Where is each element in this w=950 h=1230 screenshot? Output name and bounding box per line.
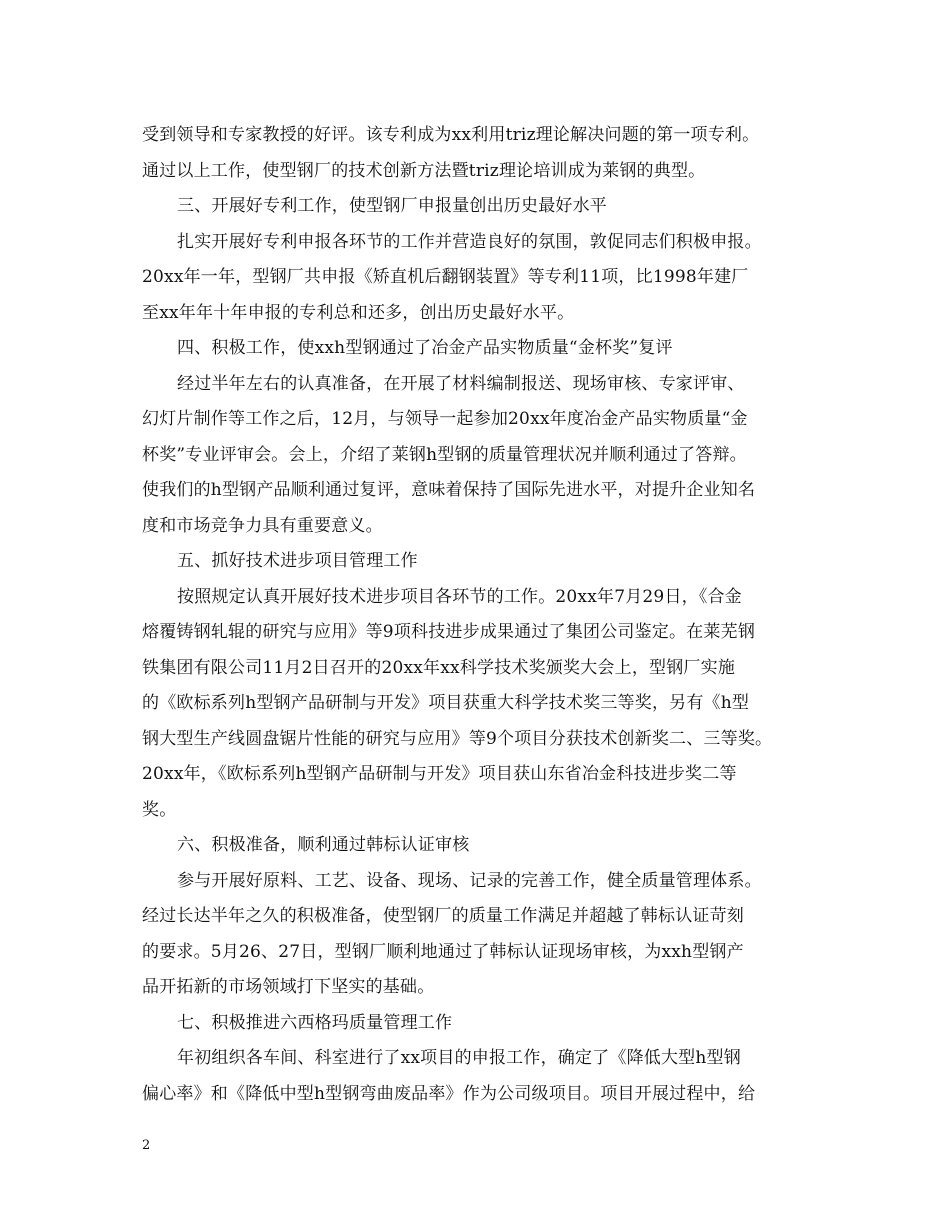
text-line: 七、积极推进六西格玛质量管理工作	[177, 1012, 453, 1033]
text-line: 的《欧标系列h型钢产品研制与开发》项目获重大科学技术奖三等奖，另有《h型	[142, 693, 750, 713]
text-line: 幻灯片制作等工作之后，12月，与领导一起参加20xx年度冶金产品实物质量“金	[142, 409, 748, 429]
text-line: 按照规定认真开展好技术进步项目各环节的工作。20xx年7月29日，《合金	[177, 586, 742, 607]
text-line: 三、开展好专利工作，使型钢厂申报量创出历史最好水平	[177, 196, 607, 216]
page-number: 2	[142, 1138, 151, 1153]
text-line: 度和市场竞争力具有重要意义。	[142, 515, 383, 536]
text-line: 杯奖”专业评审会。会上，介绍了莱钢h型钢的质量管理状况并顺利通过了答辩。	[142, 444, 747, 465]
text-line: 年初组织各车间、科室进行了xx项目的申报工作，确定了《降低大型h型钢	[177, 1048, 741, 1068]
text-line: 奖。	[142, 799, 177, 820]
text-line: 至xx年年十年申报的专利总和还多，创出历史最好水平。	[142, 302, 575, 323]
text-line: 品开拓新的市场领域打下坚实的基础。	[142, 977, 435, 997]
text-line: 铁集团有限公司11月2日召开的20xx年xx科学技术奖颁奖大会上，型钢厂实施	[142, 657, 736, 678]
text-line: 偏心率》和《降低中型h型钢弯曲废品率》作为公司级项目。项目开展过程中，给	[142, 1083, 756, 1104]
text-line: 熔覆铸钢轧辊的研究与应用》等9项科技进步成果通过了集团公司鉴定。在莱芜钢	[142, 622, 756, 642]
text-line: 扎实开展好专利申报各环节的工作并营造良好的氛围，敦促同志们积极申报。	[177, 231, 762, 252]
text-line: 受到领导和专家教授的好评。该专利成为xx利用triz理论解决问题的第一项专利。	[142, 125, 760, 145]
document-body	[142, 118, 822, 1112]
text-line: 参与开展好原料、工艺、设备、现场、记录的完善工作，健全质量管理体系。	[177, 870, 762, 891]
text-line: 20xx年，《欧标系列h型钢产品研制与开发》项目获山东省冶金科技进步奖二等	[142, 764, 737, 784]
text-line: 四、积极工作，使xxh型钢通过了冶金产品实物质量“金杯奖”复评	[177, 338, 673, 358]
text-line: 通过以上工作，使型钢厂的技术创新方法暨triz理论培训成为莱钢的典型。	[142, 160, 706, 181]
text-line: 经过长达半年之久的积极准备，使型钢厂的质量工作满足并超越了韩标认证苛刻	[142, 906, 744, 926]
text-line: 六、积极准备，顺利通过韩标认证审核	[177, 835, 470, 855]
text-line: 经过半年左右的认真准备，在开展了材料编制报送、现场审核、专家评审、	[177, 373, 745, 394]
text-line: 钢大型生产线圆盘锯片性能的研究与应用》等9个项目分获技术创新奖二、三等奖。	[142, 728, 773, 749]
text-line: 的要求。5月26、27日，型钢厂顺利地通过了韩标认证现场审核，为xxh型钢产	[142, 941, 744, 962]
text-line: 五、抓好技术进步项目管理工作	[177, 551, 418, 571]
text-line: 使我们的h型钢产品顺利通过复评，意味着保持了国际先进水平，对提升企业知名	[142, 480, 756, 500]
text-line: 20xx年一年，型钢厂共申报《矫直机后翻钢装置》等专利11项，比1998年建厂	[142, 267, 749, 287]
